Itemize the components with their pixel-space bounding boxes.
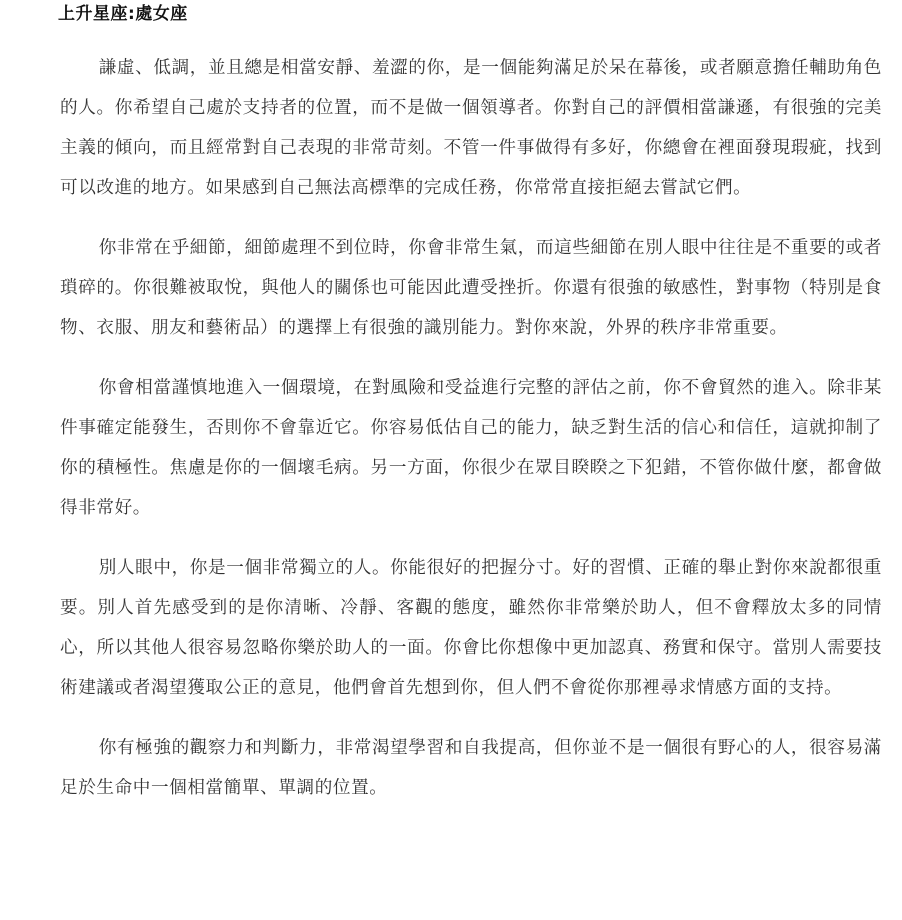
section-heading: 上升星座:處女座 xyxy=(58,4,188,24)
paragraph-4: 別人眼中，你是一個非常獨立的人。你能很好的把握分寸。好的習慣、正確的舉止對你來說都很重要。別人首先感受到的是你清晰、冷靜、客觀的態度，雖然你非常樂於助人，但不會釋放太多的同情心，所以其他人很容易忽略你樂於助人的一面。你會比你想像中更加認真、務實和保守。當別人需要技術建議或者渴望獲取公正的意見，他們會首先想到你，但人們不會從你那裡尋求情感方面的支持。 xyxy=(60,558,882,698)
paragraph-3: 你會相當謹慎地進入一個環境，在對風險和受益進行完整的評估之前，你不會貿然的進入。除非某件事確定能發生，否則你不會靠近它。你容易低估自己的能力，缺乏對生活的信心和信任，這就抑制了你的積極性。焦慮是你的一個壞毛病。另一方面，你很少在眾目睽睽之下犯錯，不管你做什麼，都會做得非常好。 xyxy=(60,378,882,518)
article xyxy=(60,0,882,808)
paragraph-5: 你有極強的觀察力和判斷力，非常渴望學習和自我提高，但你並不是一個很有野心的人，很容易滿足於生命中一個相當簡單、單調的位置。 xyxy=(60,738,882,798)
paragraph-2: 你非常在乎細節，細節處理不到位時，你會非常生氣，而這些細節在別人眼中往往是不重要的或者瑣碎的。你很難被取悅，與他人的關係也可能因此遭受挫折。你還有很強的敏感性，對事物（特別是食物、衣服、朋友和藝術品）的選擇上有很強的識別能力。對你來說，外界的秩序非常重要。 xyxy=(60,238,882,338)
paragraph-1: 謙虛、低調，並且總是相當安靜、羞澀的你，是一個能夠滿足於呆在幕後，或者願意擔任輔助角色的人。你希望自己處於支持者的位置，而不是做一個領導者。你對自己的評價相當謙遜，有很強的完美主義的傾向，而且經常對自己表現的非常苛刻。不管一件事做得有多好，你總會在裡面發現瑕疵，找到可以改進的地方。如果感到自己無法高標準的完成任務，你常常直接拒絕去嘗試它們。 xyxy=(60,58,882,198)
